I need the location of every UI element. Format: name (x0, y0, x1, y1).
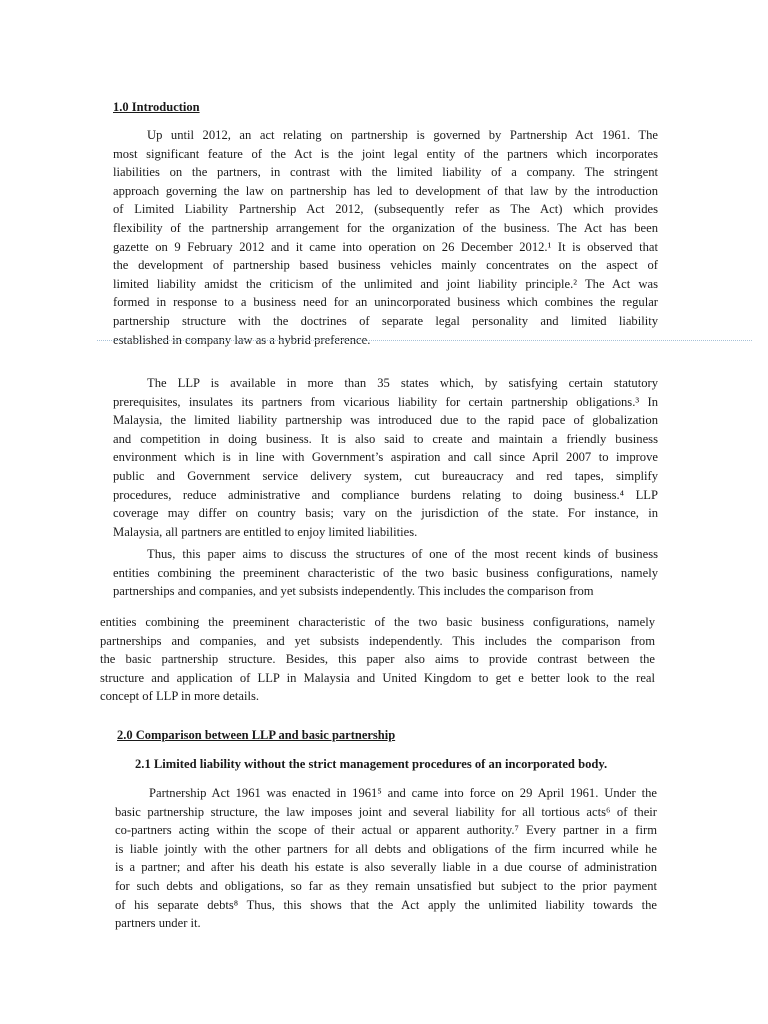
text-line: established in company law as a hybrid preference. (113, 332, 371, 347)
text-line: most significant feature of the Act is the joint legal entity of the partners which incorporates (113, 146, 658, 161)
text-line: environment which is in line with Government’s aspiration and call since April 2007 to improve (113, 450, 658, 465)
text-line: gazette on 9 February 2012 and it came into operation on 26 December 2012.¹ It is observed that (113, 239, 658, 254)
text-line: structure and application of LLP in Malaysia and United Kingdom to get e better look to the real (100, 670, 655, 685)
text-line: of Limited Liability Partnership Act 2012, (subsequently refer as The Act) which provides (113, 202, 658, 217)
text-line: the development of partnership based business vehicles mainly concentrates on the aspect of (113, 258, 658, 273)
text-line: is a partner; and after his death his estate is also severally liable in a due course of administration (115, 860, 657, 875)
text-line: Malaysia, all partners are entitled to enjoy limited liabilities. (113, 524, 418, 539)
text-line: is liable jointly with the other partners for all debts and obligations of the firm incurred while he (115, 841, 657, 856)
text-line: The LLP is available in more than 35 states which, by satisfying certain statutory (147, 376, 658, 390)
paragraph-introduction (113, 126, 658, 349)
text-line: the basic partnership structure. Besides, this paper also aims to provide contrast between the (100, 652, 655, 667)
text-line: flexibility of the partnership arrangement for the organization of the business. The Act has been (113, 220, 658, 235)
text-line: procedures, reduce administrative and compliance burdens relating to doing business.⁴ LLP (113, 487, 658, 502)
text-line: liabilities on the partners, in contrast with the limited liability of a company. The stringent (113, 165, 658, 180)
paragraph-partnership-act (115, 784, 657, 933)
text-line: formed in response to a business need for an unincorporated business which combines the regular (113, 295, 658, 310)
text-line: Up until 2012, an act relating on partnership is governed by Partnership Act 1961. The (147, 128, 658, 142)
section-heading-comparison: 2.0 Comparison between LLP and basic partnership (117, 728, 396, 742)
section-heading-introduction: 1.0 Introduction (113, 100, 200, 114)
text-line: entities combining the preeminent characteristic of the two basic business configurations, namely (113, 565, 658, 580)
text-line: basic partnership structure, the law imposes joint and several liability for all tortious acts⁶ of their (115, 804, 657, 819)
text-line: Partnership Act 1961 was enacted in 1961⁵ and came into force on 29 April 1961. Under the (149, 786, 657, 800)
text-line: partners under it. (115, 916, 201, 931)
subsection-heading-limited-liability: 2.1 Limited liability without the strict management procedures of an incorporated body. (135, 757, 608, 771)
text-line: coverage may differ on country basis; vary on the jurisdiction of the state. For instance, in (113, 506, 658, 521)
text-line: co-partners acting within the scope of their actual or apparent authority.⁷ Every partner in a firm (115, 823, 657, 838)
text-line: and competition in doing business. It is also said to create and maintain a friendly business (113, 431, 658, 446)
text-line: partnerships and companies, and yet subsists independently. This includes the comparison from (113, 584, 594, 599)
paragraph-paper-aims-continued (100, 613, 655, 706)
paragraph-paper-aims (113, 545, 658, 601)
text-line: entities combining the preeminent characteristic of the two basic business configurations, namely (100, 615, 655, 629)
text-line: partnership structure with the doctrines of separate legal personality and limited liability (113, 313, 658, 328)
page-divider (97, 340, 752, 341)
text-line: Malaysia, the limited liability partnership was introduced due to the rapid pace of globalization (113, 413, 658, 428)
text-line: partnerships and companies, and yet subsists independently. This includes the comparison from (100, 633, 655, 648)
paragraph-llp-availability (113, 374, 658, 541)
text-line: public and Government service delivery system, cut bureaucracy and red tapes, simplify (113, 468, 658, 483)
text-line: approach governing the law on partnership has led to development of that law by the introduction (113, 183, 658, 198)
text-line: prerequisites, insulates its partners from vicarious liability for certain partnership obligations.³ In (113, 394, 658, 409)
text-line: limited liability amidst the criticism of the unlimited and joint liability principle.² The Act was (113, 276, 658, 291)
text-line: for such debts and obligations, so far as they remain unsatisfied but subject to the prior payment (115, 878, 657, 893)
text-line: concept of LLP in more details. (100, 689, 260, 704)
text-line: Thus, this paper aims to discuss the structures of one of the most recent kinds of business (147, 547, 658, 561)
text-line: of his separate debts⁸ Thus, this shows that the Act apply the unlimited liability towards the (115, 897, 657, 912)
